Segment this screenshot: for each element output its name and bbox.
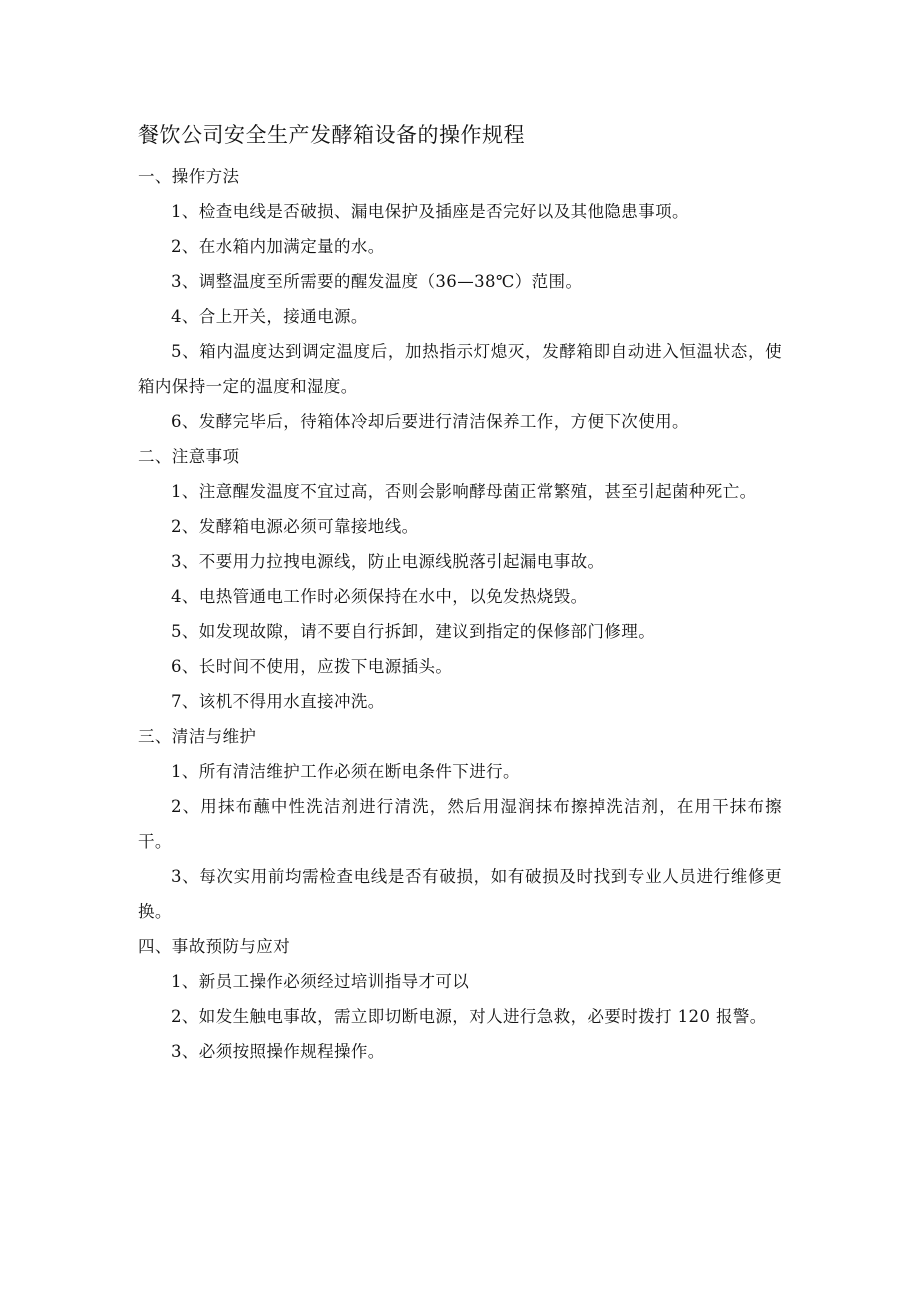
section-operation-method (138, 159, 782, 439)
list-item: 2、在水箱内加满定量的水。 (171, 237, 385, 256)
section-heading: 四、事故预防与应对 (138, 937, 291, 956)
list-item: 5、箱内温度达到调定温度后，加热指示灯熄灭，发酵箱即自动进入恒温状态，使箱内保持一定的温度和湿度。 (138, 342, 782, 396)
section-heading: 三、清洁与维护 (138, 727, 257, 746)
list-item: 3、不要用力拉拽电源线，防止电源线脱落引起漏电事故。 (171, 552, 605, 571)
list-item: 7、该机不得用水直接冲洗。 (171, 692, 385, 711)
list-item: 6、长时间不使用，应拨下电源插头。 (171, 657, 453, 676)
list-item: 6、发酵完毕后，待箱体冷却后要进行清洁保养工作，方便下次使用。 (171, 412, 689, 431)
list-item: 4、合上开关，接通电源。 (171, 307, 368, 326)
list-item: 1、新员工操作必须经过培训指导才可以 (171, 972, 470, 991)
section-cleaning-maintenance (138, 719, 782, 929)
list-item: 3、调整温度至所需要的醒发温度（36—38℃）范围。 (171, 272, 583, 291)
document-title: 餐饮公司安全生产发酵箱设备的操作规程 (138, 123, 525, 147)
section-heading: 一、操作方法 (138, 167, 240, 186)
list-item: 4、电热管通电工作时必须保持在水中，以免发热烧毁。 (171, 587, 588, 606)
list-item: 5、如发现故隙，请不要自行拆卸，建议到指定的保修部门修理。 (171, 622, 656, 641)
list-item: 3、必须按照操作规程操作。 (171, 1042, 385, 1061)
document-page (138, 119, 782, 1069)
list-item: 3、每次实用前均需检查电线是否有破损，如有破损及时找到专业人员进行维修更换。 (138, 867, 782, 921)
list-item: 1、所有清洁维护工作必须在断电条件下进行。 (171, 762, 520, 781)
list-item: 2、发酵箱电源必须可靠接地线。 (171, 517, 419, 536)
list-item: 1、注意醒发温度不宜过高，否则会影响酵母菌正常繁殖，甚至引起菌种死亡。 (171, 482, 757, 501)
list-item: 1、检查电线是否破损、漏电保护及插座是否完好以及其他隐患事项。 (171, 202, 689, 221)
section-precautions (138, 439, 782, 719)
section-heading: 二、注意事项 (138, 447, 240, 466)
list-item: 2、用抹布蘸中性洗洁剂进行清洗，然后用湿润抹布擦掉洗洁剂，在用干抹布擦干。 (138, 797, 782, 851)
section-accident-prevention (138, 929, 782, 1069)
list-item: 2、如发生触电事故，需立即切断电源，对人进行急救，必要时拨打 120 报警。 (171, 1007, 767, 1026)
